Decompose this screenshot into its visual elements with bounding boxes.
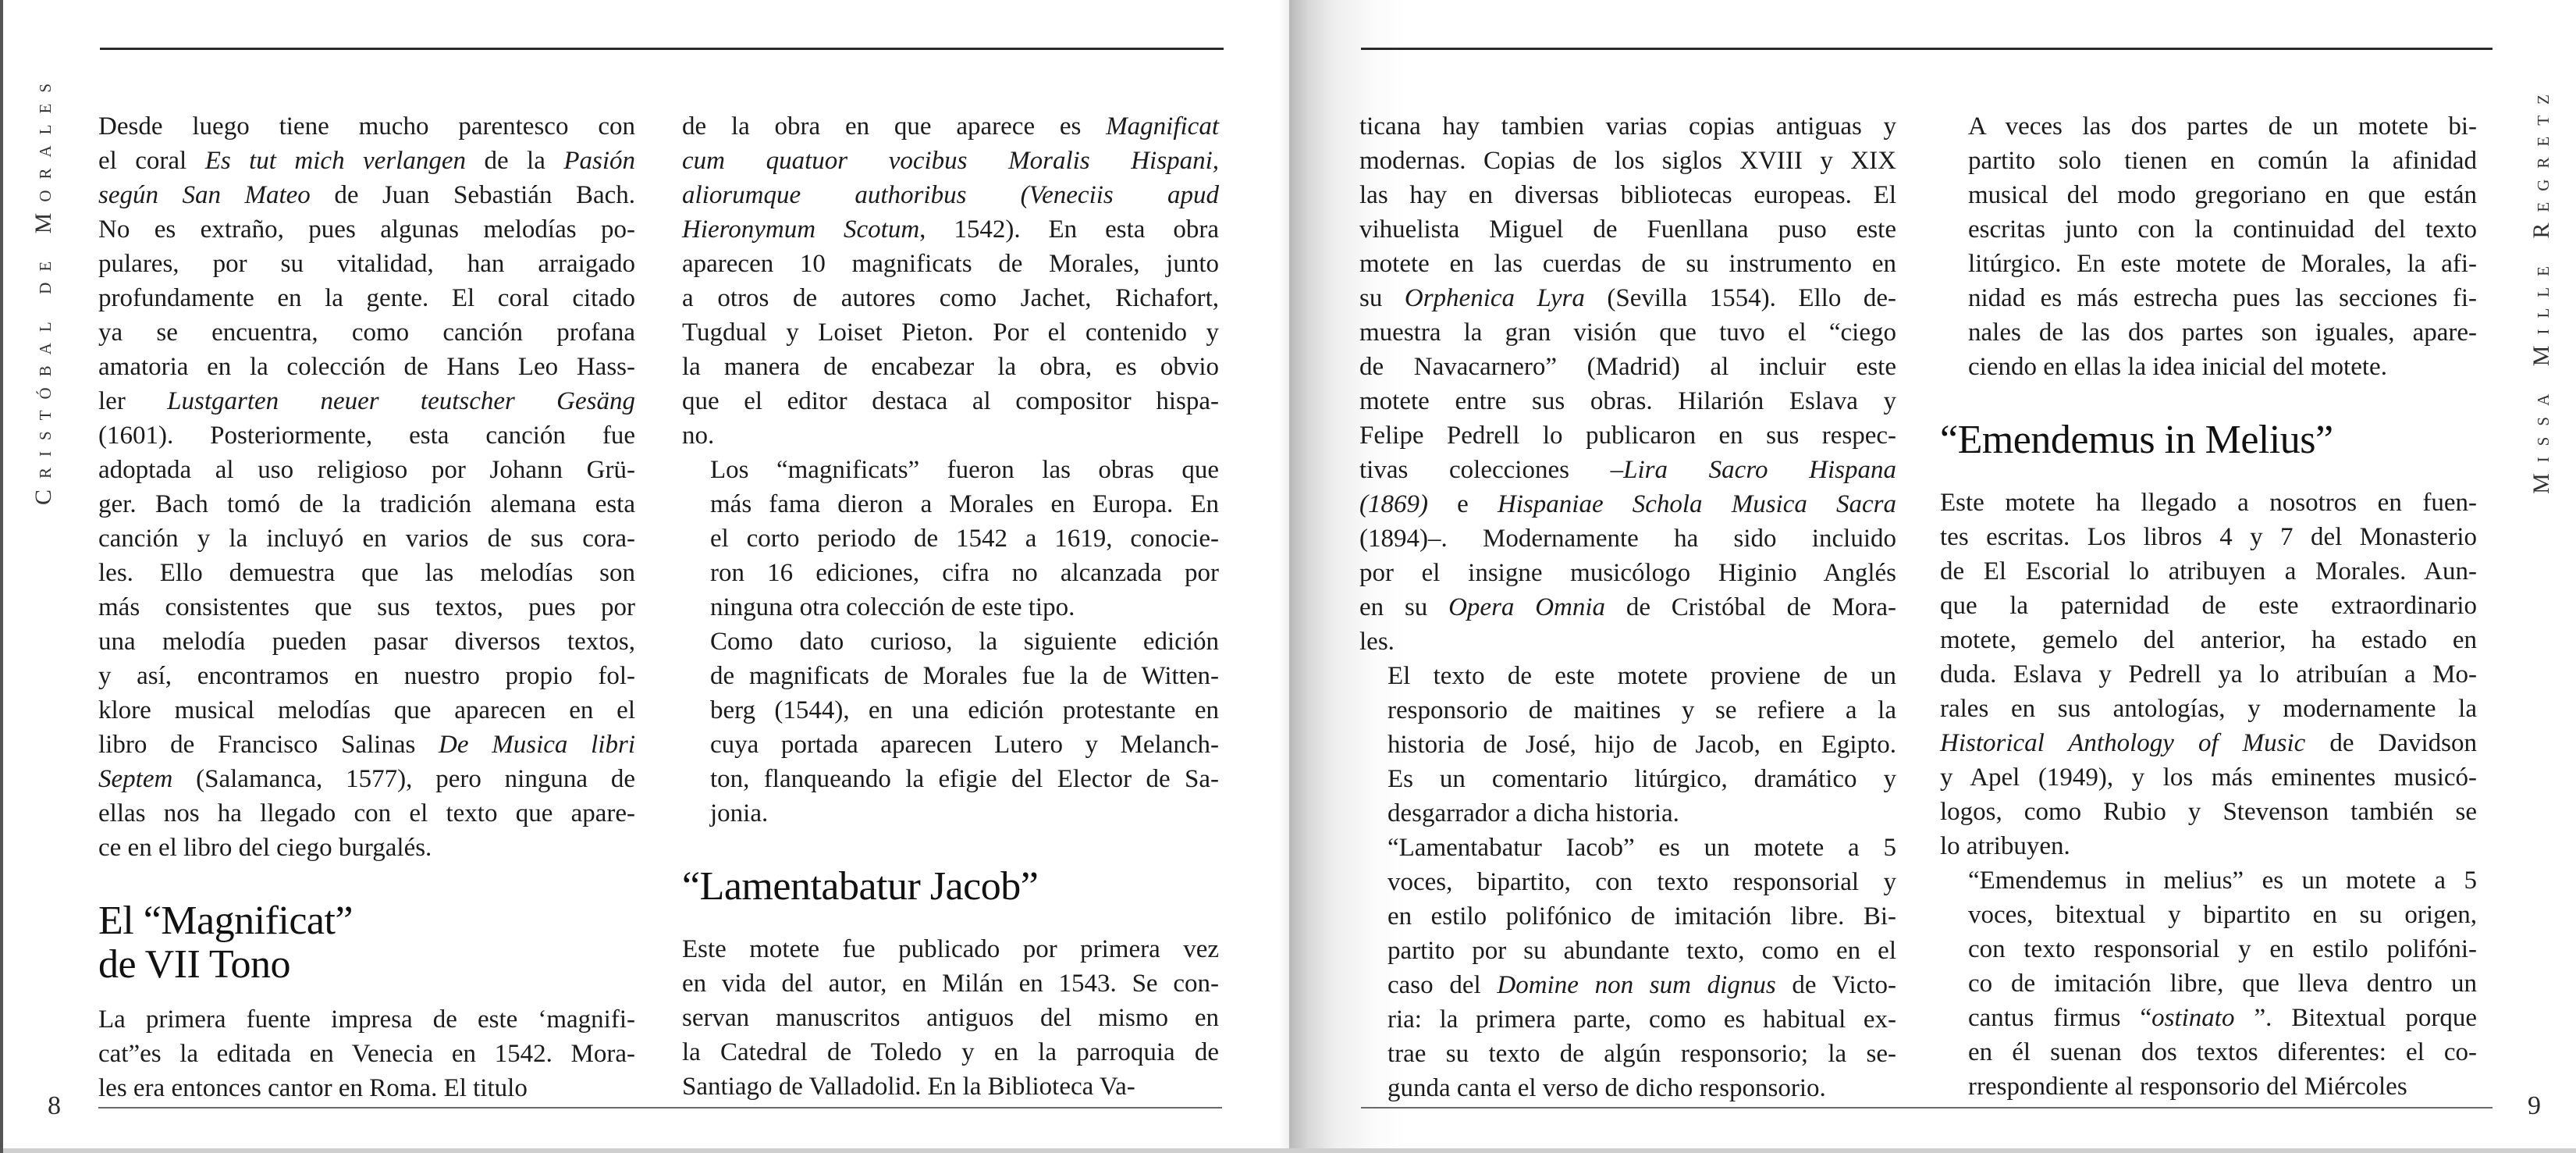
text-line: (1894)–. Modernamente ha sido incluido (1359, 525, 1896, 553)
text-line: klore musical melodías que aparecen en el (98, 696, 635, 724)
page-edge (1289, 1148, 2576, 1153)
text-line: partito solo tienen en común la afinidad (1968, 147, 2477, 175)
text-line: (1601). Posteriormente, esta canción fue (98, 422, 635, 450)
text-line: Septem (Salamanca, 1577), pero ninguna de (98, 765, 635, 793)
text-line: amatoria en la colección de Hans Leo Hass- (98, 353, 635, 381)
text-line: de la obra en que aparece es Magnificat (682, 112, 1219, 141)
text-line: ron 16 ediciones, cifra no alcanzada por (710, 559, 1219, 587)
text-line: partito por su abundante texto, como en el (1387, 937, 1896, 965)
text-line: a otros de autores como Jachet, Richafort, (682, 284, 1219, 312)
text-line: el coral Es tut mich verlangen de la Pasión (98, 147, 635, 175)
paragraph (682, 932, 1219, 1104)
text-line: ce en el libro del ciego burgalés. (98, 834, 432, 862)
text-line: El texto de este motete proviene de un (1387, 662, 1896, 690)
text-line: tivas colecciones –Lira Sacro Hispana (1359, 456, 1896, 484)
text-line: duda. Eslava y Pedrell ya lo atribuían a Mo- (1940, 660, 2477, 689)
text-line: Felipe Pedrell lo publicaron en sus respec- (1359, 422, 1896, 450)
text-line: musical del modo gregoriano en que están (1968, 181, 2477, 209)
section-heading-magnificat (98, 899, 635, 987)
text-line: Historical Anthology of Music de Davidson (1940, 729, 2477, 757)
text-line: lo atribuyen. (1940, 832, 2070, 860)
text-line: una melodía pueden pasar diversos textos, (98, 628, 635, 656)
page-number-right: 9 (2528, 1091, 2541, 1120)
bottom-rule (1361, 1107, 2493, 1109)
bottom-rule (98, 1107, 1222, 1109)
text-line: de magnificats de Morales fue la de Witten- (710, 662, 1219, 690)
paragraph (1359, 659, 1896, 831)
text-line: les. Ello demuestra que las melodías son (98, 559, 635, 587)
text-line: la manera de encabezar la obra, es obvio (682, 353, 1219, 381)
text-line: muestra la gran visión que tuvo el “ciego (1359, 318, 1896, 347)
text-line: voces, bipartito, con texto responsorial y (1387, 868, 1896, 896)
text-line: por el insigne musicólogo Higinio Anglés (1359, 559, 1896, 587)
text-line: Este motete fue publicado por primera vez (682, 935, 1219, 963)
text-line: canción y la incluyó en varios de sus cora- (98, 525, 635, 553)
text-line: motete entre sus obras. Hilarión Eslava y (1359, 387, 1896, 415)
text-line: profundamente en la gente. El coral citado (98, 284, 635, 312)
paragraph (1940, 486, 2477, 863)
text-line: ler Lustgarten neuer teutscher Gesäng (98, 387, 635, 415)
text-line: Este motete ha llegado a nosotros en fuen- (1940, 489, 2477, 517)
text-line: ticana hay tambien varias copias antiguas y (1359, 112, 1896, 141)
text-line: caso del Domine non sum dignus de Victo- (1387, 971, 1897, 999)
paragraph (98, 1002, 635, 1105)
text-line: nidad es más estrecha pues las secciones fi- (1968, 284, 2477, 312)
text-line: Los “magnificats” fueron las obras que (710, 456, 1219, 484)
text-line: logos, como Rubio y Stevenson también se (1940, 798, 2477, 826)
text-line: en vida del autor, en Milán en 1543. Se con- (682, 970, 1219, 998)
text-line: les era entonces cantor en Roma. El titulo (98, 1074, 528, 1102)
text-line: cum quatuor vocibus Moralis Hispani, (682, 147, 1219, 175)
text-line: “Lamentabatur Iacob” es un motete a 5 (1387, 834, 1896, 862)
text-line: las hay en diversas bibliotecas europeas. El (1359, 181, 1896, 209)
text-line: de Navacarnero” (Madrid) al incluir este (1359, 353, 1896, 381)
text-line: Desde luego tiene mucho parentesco con (98, 112, 635, 141)
page-number-left: 8 (48, 1091, 61, 1120)
text-line: ria: la primera parte, como es habitual ex- (1387, 1005, 1896, 1034)
text-line: cat”es la editada en Venecia en 1542. Mora- (98, 1040, 635, 1068)
text-line: Tugdual y Loiset Pieton. Por el contenido y (682, 318, 1219, 347)
text-line: y Apel (1949), y los más eminentes musicó- (1940, 763, 2477, 792)
text-line: modernas. Copias de los siglos XVIII y XIX (1359, 147, 1896, 175)
text-line: trae su texto de algún responsorio; la se- (1387, 1040, 1896, 1068)
running-header-right (2518, 0, 2565, 578)
text-line: aliorumque authoribus (Veneciis apud (682, 181, 1219, 209)
text-line: les. (1359, 628, 1395, 656)
column-3 (1359, 109, 1896, 1105)
text-line: berg (1544), en una edición protestante en (710, 696, 1219, 724)
text-line: no. (682, 422, 715, 450)
paragraph (1359, 831, 1896, 1105)
column-4 (1940, 109, 2477, 1104)
column-1 (98, 109, 635, 1105)
text-line: ciendo en ellas la idea inicial del motete. (1968, 353, 2387, 381)
text-line: su Orphenica Lyra (Sevilla 1554). Ello de- (1359, 284, 1897, 312)
text-line: adoptada al uso religioso por Johann Grü- (98, 456, 635, 484)
paragraph (1359, 109, 1896, 659)
running-header-left (20, 0, 67, 578)
text-line: nales de las dos partes son iguales, apare- (1968, 318, 2477, 347)
text-line: Es un comentario litúrgico, dramático y (1387, 765, 1896, 793)
paragraph (1940, 863, 2477, 1104)
text-line: en estilo polifónico de imitación libre. Bi- (1387, 902, 1896, 931)
text-line: tes escritas. Los libros 4 y 7 del Monasterio (1940, 523, 2477, 551)
text-line: rales en sus antologías, y modernamente la (1940, 695, 2477, 723)
text-line: en él suenan dos textos diferentes: el co- (1968, 1038, 2477, 1066)
heading-line: de VII Tono (98, 942, 291, 987)
top-rule (1361, 48, 2493, 50)
text-line: desgarrador a dicha historia. (1387, 799, 1679, 827)
text-line: pulares, por su vitalidad, han arraigado (98, 250, 635, 278)
text-line: historia de José, hijo de Jacob, en Egipto. (1387, 731, 1896, 759)
section-heading-emendemus: “Emendemus in Melius” (1940, 418, 2333, 462)
paragraph (1940, 109, 2477, 384)
text-line: de El Escorial lo atribuyen a Morales. Aun- (1940, 557, 2477, 585)
paragraph (682, 109, 1219, 453)
page-edge (3, 1148, 1289, 1153)
gutter-shadow (1278, 0, 1289, 1153)
text-line: con texto responsorial y en estilo polifóni- (1968, 935, 2477, 963)
text-line: en su Opera Omnia de Cristóbal de Mora- (1359, 593, 1896, 621)
text-line: servan manuscritos antiguos del mismo en (682, 1004, 1219, 1032)
text-line: más fama dieron a Morales en Europa. En (710, 490, 1219, 518)
running-header-text: Missa Mille Regretz (2528, 84, 2554, 494)
text-line: ninguna otra colección de este tipo. (710, 593, 1075, 621)
text-line: y así, encontramos en nuestro propio fol- (98, 662, 635, 690)
text-line: voces, bitextual y bipartito en su origen, (1968, 901, 2477, 929)
section-heading-lamentabatur: “Lamentabatur Jacob” (682, 864, 1039, 909)
text-line: ya se encuentra, como canción profana (98, 318, 635, 347)
text-line: No es extraño, pues algunas melodías po- (98, 215, 635, 244)
text-line: La primera fuente impresa de este ‘magnifi- (98, 1005, 635, 1034)
text-line: más consistentes que sus textos, pues por (98, 593, 635, 621)
heading-line: El “Magnificat” (98, 899, 354, 943)
text-line: que el editor destaca al compositor hispa- (682, 387, 1219, 415)
column-2 (682, 109, 1219, 1104)
text-line: litúrgico. En este motete de Morales, la afi- (1968, 250, 2477, 278)
text-line: Como dato curioso, la siguiente edición (710, 628, 1219, 656)
text-line: libro de Francisco Salinas De Musica libri (98, 731, 635, 759)
paragraph (682, 625, 1219, 831)
running-header-text: Cristóbal de Morales (30, 72, 56, 506)
text-line: vihuelista Miguel de Fuenllana puso este (1359, 215, 1896, 244)
text-line: ellas nos ha llegado con el texto que apare- (98, 799, 635, 827)
text-line: co de imitación libre, que lleva dentro un (1968, 970, 2477, 998)
paragraph (682, 453, 1219, 625)
text-line: escritas junto con la continuidad del texto (1968, 215, 2477, 244)
text-line: responsorio de maitines y se refiere a la (1387, 696, 1896, 724)
text-line: la Catedral de Toledo y en la parroquia de (682, 1038, 1219, 1066)
text-line: ger. Bach tomó de la tradición alemana esta (98, 490, 635, 518)
text-line: “Emendemus in melius” es un motete a 5 (1968, 867, 2477, 895)
text-line: aparecen 10 magnificats de Morales, junto (682, 250, 1219, 278)
text-line: el corto periodo de 1542 a 1619, conocie- (710, 525, 1219, 553)
text-line: rrespondiente al responsorio del Miércoles (1968, 1073, 2407, 1101)
text-line: ton, flanqueando la efigie del Elector de Sa- (710, 765, 1219, 793)
right-page (1289, 0, 2576, 1153)
top-rule (100, 48, 1224, 50)
text-line: gunda canta el verso de dicho responsorio. (1387, 1074, 1826, 1102)
text-line: jonia. (710, 799, 769, 827)
text-line: motete en las cuerdas de su instrumento en (1359, 250, 1896, 278)
text-line: Santiago de Valladolid. En la Biblioteca Va- (682, 1073, 1135, 1101)
text-line: cuya portada aparecen Lutero y Melanch- (710, 731, 1219, 759)
text-line: (1869) e Hispaniae Schola Musica Sacra (1359, 490, 1896, 518)
text-line: Hieronymum Scotum, 1542). En esta obra (682, 215, 1219, 244)
paragraph (98, 109, 635, 865)
text-line: A veces las dos partes de un motete bi- (1968, 112, 2477, 141)
text-line: según San Mateo de Juan Sebastián Bach. (98, 181, 635, 209)
text-line: que la paternidad de este extraordinario (1940, 592, 2477, 620)
text-line: cantus firmus “ostinato ”. Bitextual porque (1968, 1004, 2478, 1032)
text-line: motete, gemelo del anterior, ha estado en (1940, 626, 2477, 654)
